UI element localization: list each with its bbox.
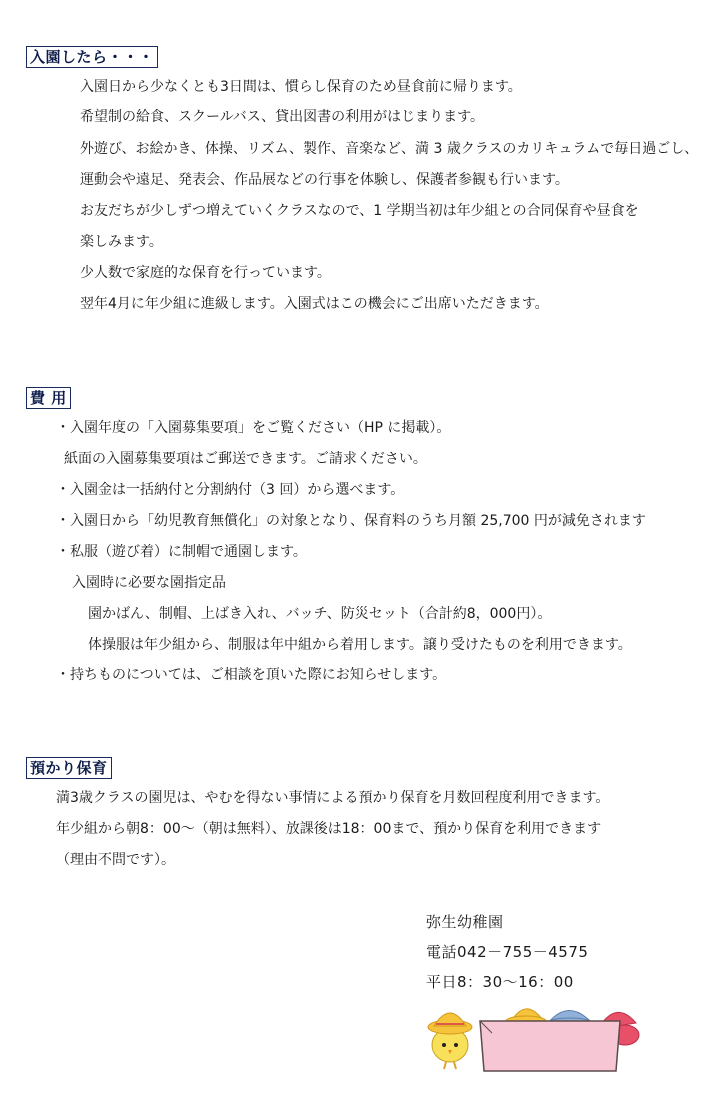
chick-with-hats-in-box-illustration xyxy=(420,995,650,1075)
pink-box-icon xyxy=(480,1021,620,1071)
school-hours: 平日8：30～16：00 xyxy=(426,973,574,991)
childcare-line-3: （理由不問です）。 xyxy=(56,852,175,868)
admission-line-5: お友だちが少しずつ増えていくクラスなので、1 学期当初は年少組との合同保育や昼食を xyxy=(80,203,639,219)
childcare-heading: 預かり保育 xyxy=(26,757,112,779)
costs-line-9: ・持ちものについては、ご相談を頂いた際にお知らせします。 xyxy=(56,667,447,683)
admission-line-4: 運動会や遠足、発表会、作品展などの行事を体験し、保護者参観も行います。 xyxy=(80,172,569,188)
admission-line-8: 翌年4月に年少組に進級します。入園式はこの機会にご出席いただきます。 xyxy=(80,296,549,312)
costs-line-4: ・入園日から「幼児教育無償化」の対象となり、保育料のうち月額 25,700 円が減免されます xyxy=(56,513,646,529)
childcare-line-2: 年少組から朝8：00～（朝は無料）、放課後は18：00まで、預かり保育を利用できます xyxy=(56,821,602,837)
admission-line-7: 少人数で家庭的な保育を行っています。 xyxy=(80,265,331,281)
school-name: 弥生幼稚園 xyxy=(426,913,504,931)
costs-line-8: 体操服は年少組から、制服は年中組から着用します。譲り受けたものを利用できます。 xyxy=(88,637,632,653)
costs-line-6: 入園時に必要な園指定品 xyxy=(72,575,226,591)
costs-line-7: 園かばん、制帽、上ばき入れ、バッチ、防災セット（合計約8，000円）。 xyxy=(88,606,552,622)
school-phone: 電話042－755－4575 xyxy=(426,943,589,961)
admission-line-1: 入園日から少なくとも3日間は、慣らし保育のため昼食前に帰ります。 xyxy=(80,79,522,95)
admission-line-6: 楽しみます。 xyxy=(80,234,163,250)
childcare-line-1: 満3歳クラスの園児は、やむを得ない事情による預かり保育を月数回程度利用できます。 xyxy=(56,790,610,806)
costs-line-5: ・私服（遊び着）に制帽で通園します。 xyxy=(56,544,307,560)
admission-line-2: 希望制の給食、スクールバス、貸出図書の利用がはじまります。 xyxy=(80,109,485,125)
costs-line-1: ・入園年度の「入園募集要項」をご覧ください（HP に掲載）。 xyxy=(56,420,451,436)
admission-line-3: 外遊び、お絵かき、体操、リズム、製作、音楽など、満 3 歳クラスのカリキュラムで毎日過ごし、 xyxy=(80,141,699,157)
chick-icon xyxy=(428,1013,472,1069)
costs-line-3: ・入園金は一括納付と分割納付（3 回）から選べます。 xyxy=(56,482,405,498)
costs-heading: 費 用 xyxy=(26,387,71,409)
costs-line-2: 紙面の入園募集要項はご郵送できます。ご請求ください。 xyxy=(64,451,427,467)
admission-heading: 入園したら・・・ xyxy=(26,46,158,68)
